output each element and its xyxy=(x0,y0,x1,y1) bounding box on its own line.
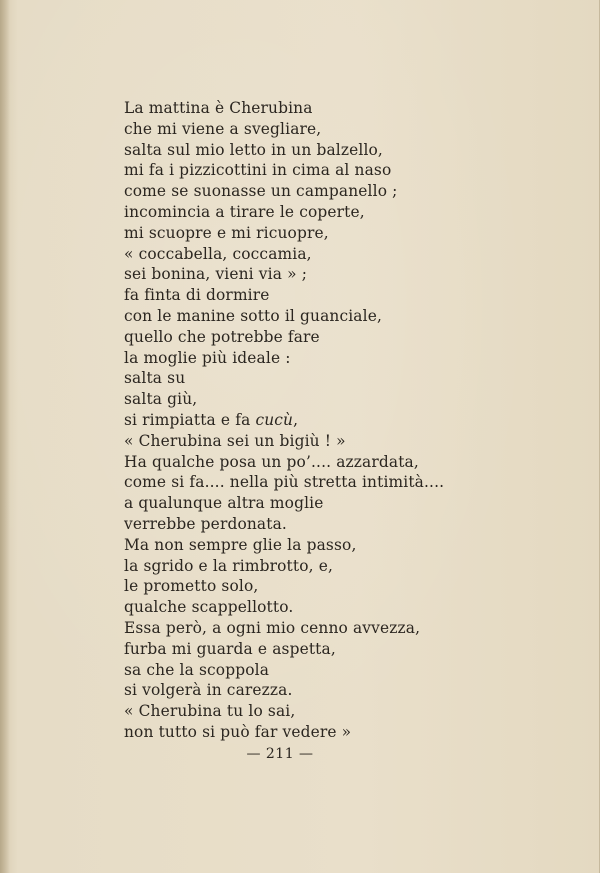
poem-line-21: verrebbe perdonata. xyxy=(124,514,287,533)
poem-line-30: « Cherubina tu lo sai, xyxy=(124,702,296,721)
poem-line-3: salta sul mio letto in un balzello, xyxy=(124,140,383,159)
poem-line-12: quello che potrebbe fare xyxy=(124,327,320,346)
poem-line-17: « Cherubina sei un bigiù ! » xyxy=(124,431,346,450)
poem-line-26: Essa però, a ogni mio cenno avvezza, xyxy=(124,618,421,637)
poem-line-29: si volgerà in carezza. xyxy=(124,681,293,700)
poem-line-4: mi fa i pizzicottini in cima al naso xyxy=(124,161,392,180)
italic-word: cucù xyxy=(255,410,294,429)
poem-line-1: La mattina è Cherubina xyxy=(124,99,313,117)
poem-text xyxy=(124,98,564,743)
poem-line-9: sei bonina, vieni via » ; xyxy=(124,265,308,284)
poem-line-14: salta su xyxy=(124,369,186,388)
poem-line-11: con le manine sotto il guanciale, xyxy=(124,306,383,325)
poem-line-13: la moglie più ideale : xyxy=(124,348,291,367)
poem-line-24: le prometto solo, xyxy=(124,577,259,596)
poem-line-15: salta giù, xyxy=(124,390,198,409)
poem-line-27: furba mi guarda e aspetta, xyxy=(124,639,336,658)
poem-line-25: qualche scappellotto. xyxy=(124,598,294,617)
poem-line-8: « coccabella, coccamia, xyxy=(124,244,312,263)
poem-line-28: sa che la scoppola xyxy=(124,660,270,679)
poem-line-5: come se suonasse un campanello ; xyxy=(124,182,398,201)
poem-line-23: la sgrido e la rimbrotto, e, xyxy=(124,556,333,575)
poem-line-18: Ha qualche posa un po’.... azzardata, xyxy=(124,452,419,471)
page-number: — 211 — xyxy=(246,746,314,762)
poem-line-22: Ma non sempre glie la passo, xyxy=(124,535,357,554)
poem-line-20: a qualunque altra moglie xyxy=(124,494,324,513)
poem-line-10: fa finta di dormire xyxy=(124,286,270,305)
poem-line-16: si rimpiatta e fa cucù, xyxy=(124,410,299,429)
poem-line-6: incomincia a tirare le coperte, xyxy=(124,202,365,221)
poem-line-19: come si fa.... nella più stretta intimità.... xyxy=(124,473,445,492)
poem-line-2: che mi viene a svegliare, xyxy=(124,119,322,138)
poem-line-31: non tutto si può far vedere » xyxy=(124,722,352,741)
poem-line-7: mi scuopre e mi ricuopre, xyxy=(124,223,329,242)
